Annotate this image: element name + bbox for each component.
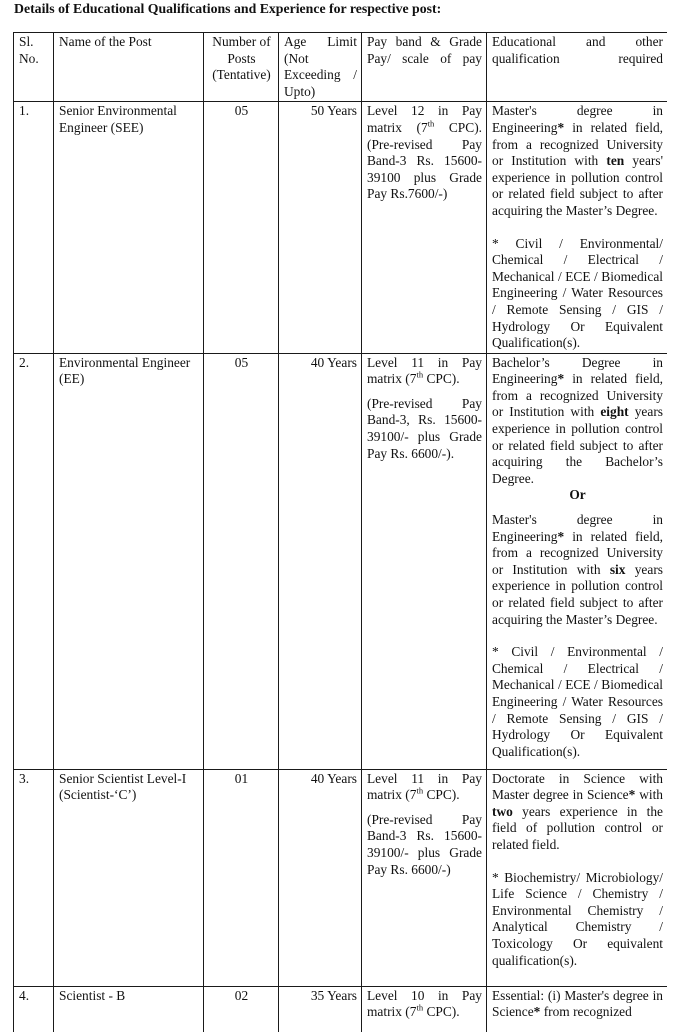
row-sl-no: 2. (14, 353, 54, 769)
qualification-text: Master's degree in Engineering* in related field, from a recognized University or Institution with ten years' experience in pollution control or related field subject to after acquiring the Master’s Degree. (492, 103, 663, 218)
row-post-name: Environmental Engineer (EE) (54, 353, 204, 769)
pay-level-end: CPC). (423, 787, 460, 803)
qualification-alt-text: Master's degree in Engineering* in related field, from a recognized University or Institution with six years experience in pollution control or related field subject to after acquiring the Master’s Degree. (492, 512, 663, 627)
row-pay-band (362, 102, 487, 353)
pay-revised: (Pre-revised Pay Band-3 Rs. 15600-39100 plus Grade Pay Rs.7600/-) (367, 136, 482, 202)
qualification-text: Bachelor’s Degree in Engineering* in related field, from a recognized University or Institution with eight years experience in pollution control or related field subject to after acquiring the Bachelor’s Degree. (492, 354, 663, 486)
row-sl-no: 3. (14, 769, 54, 986)
row-number-of-posts: 01 (204, 769, 279, 986)
posts-table-container (13, 32, 667, 1032)
row-number-of-posts: 05 (204, 353, 279, 769)
pay-level: Level 11 in Pay matrix (7 (367, 770, 482, 803)
discipline-note: * Biochemistry/ Microbiology/ Life Science / Chemistry / Environmental Chemistry / Analytical Chemistry / Toxicology Or equivalent qualification(s). (492, 869, 663, 968)
pay-revised: (Pre-revised Pay Band-3 Rs. 15600-39100/- plus Grade Pay Rs. 6600/-) (367, 811, 482, 877)
pay-level: Level 11 in Pay matrix (7 (367, 354, 482, 387)
row-age-limit: 50 Years (279, 102, 362, 353)
discipline-note: * Civil / Environmental / Chemical / Electrical / Mechanical / ECE / Biomedical Engineering / Water Resources / Remote Sensing / GIS / Hydrology Or Equivalent Qualification(s). (492, 644, 663, 759)
row-number-of-posts: 05 (204, 102, 279, 353)
pay-revised: (Pre-revised Pay Band-3, Rs. 15600- 39100/- plus Grade Pay Rs. 6600/-). (367, 395, 482, 461)
row-qualification (487, 986, 668, 1032)
row-qualification (487, 102, 668, 353)
row-qualification (487, 353, 668, 769)
row-sl-no: 4. (14, 986, 54, 1032)
row-sl-no: 1. (14, 102, 54, 353)
row-post-name: Senior Environmental Engineer (SEE) (54, 102, 204, 353)
row-pay-band (362, 986, 487, 1032)
row-post-name: Scientist - B (54, 986, 204, 1032)
pay-sup: th (416, 369, 424, 380)
table-header-row (14, 33, 668, 102)
header-qualification: Educational and other qualification required (487, 33, 668, 102)
pay-sup: th (416, 1002, 424, 1013)
table-row (14, 353, 668, 769)
row-age-limit: 35 Years (279, 986, 362, 1032)
header-age-limit: Age Limit (Not Exceeding / Upto) (279, 33, 362, 102)
qualification-text: Doctorate in Science with Master degree in Science* with two years experience in the field of pollution control or related field. (492, 770, 663, 853)
row-pay-band (362, 353, 487, 769)
row-age-limit: 40 Years (279, 353, 362, 769)
pay-level: Level 12 in Pay matrix (7 (367, 103, 482, 135)
pay-sup: th (416, 785, 424, 796)
header-sl-no: Sl. No. (14, 33, 54, 102)
header-number-of-posts: Number of Posts (Tentative) (204, 33, 279, 102)
discipline-note: * Civil / Environmental/ Chemical / Electrical / Mechanical / ECE / Biomedical Engineering / Water Resources / Remote Sensing / GIS / Hydrology Or Equivalent Qualification(s). (492, 235, 663, 351)
pay-level: Level 10 in Pay matrix (7 (367, 987, 482, 1020)
row-post-name: Senior Scientist Level-I (Scientist-‘C’) (54, 769, 204, 986)
row-qualification (487, 769, 668, 986)
header-post-name: Name of the Post (54, 33, 204, 102)
row-age-limit: 40 Years (279, 769, 362, 986)
pay-level-end: CPC). (423, 371, 460, 387)
row-pay-band (362, 769, 487, 986)
or-separator: Or (569, 487, 586, 503)
table-row (14, 986, 668, 1032)
posts-table (13, 32, 667, 1032)
header-pay-band: Pay band & Grade Pay/ scale of pay (362, 33, 487, 102)
page-heading: Details of Educational Qualifications and Experience for respective post: (14, 1, 442, 16)
qualification-text: Essential: (i) Master's degree in Science* from recognized (492, 987, 663, 1020)
pay-level-end: CPC). (423, 1004, 460, 1020)
row-number-of-posts: 02 (204, 986, 279, 1032)
pay-level-end: CPC). (434, 119, 482, 135)
table-row (14, 102, 668, 353)
pay-sup: th (427, 118, 435, 129)
table-row (14, 769, 668, 986)
